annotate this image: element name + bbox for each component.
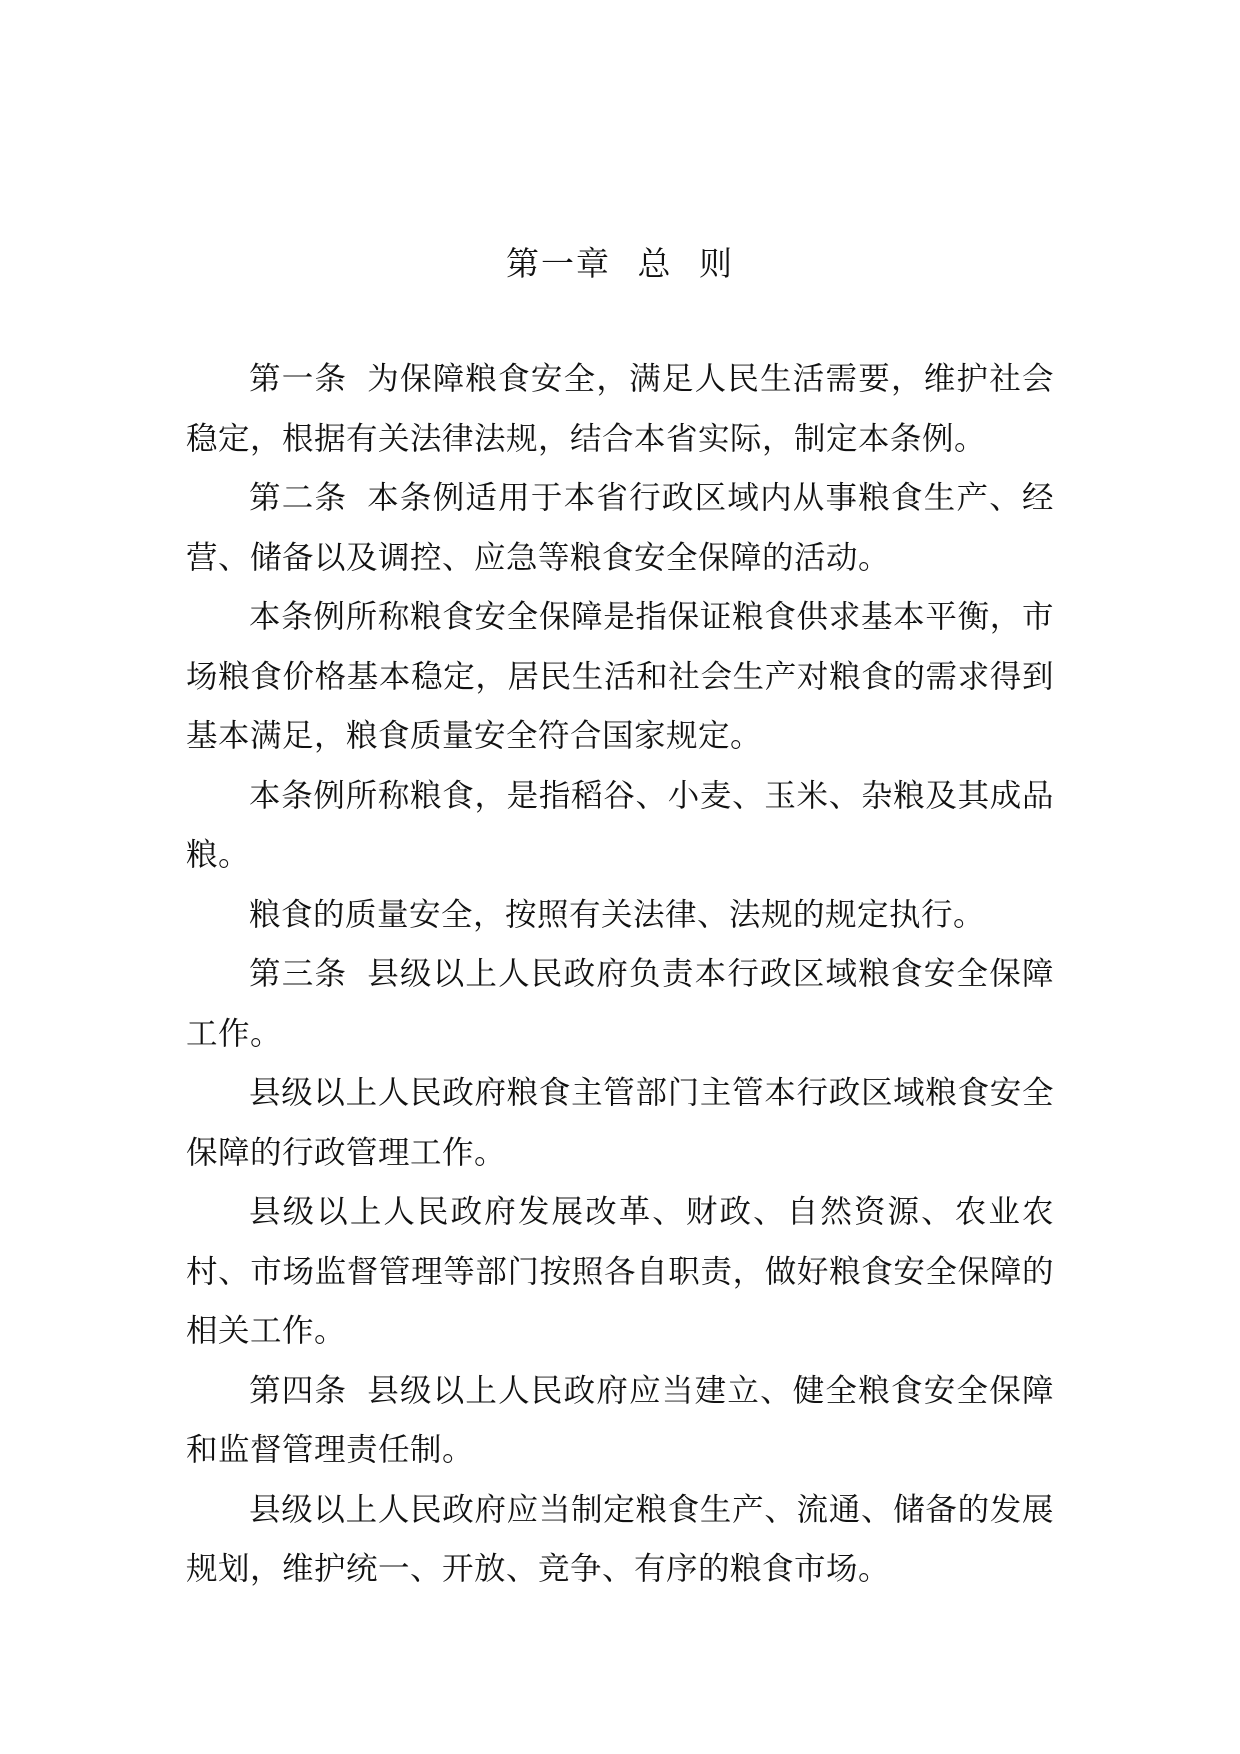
paragraph-text: 本条例所称粮食，是指稻谷、小麦、玉米、杂粮及其成品粮。 xyxy=(186,777,1054,873)
paragraph-article-1 xyxy=(186,350,1054,469)
paragraph-text: 县级以上人民政府应当制定粮食生产、流通、储备的发展规划，维护统一、开放、竞争、有序的粮食市场。 xyxy=(186,1491,1054,1587)
paragraph-text: 为保障粮食安全，满足人民生活需要，维护社会稳定，根据有关法律法规，结合本省实际，制定本条例。 xyxy=(186,361,1054,457)
paragraph xyxy=(186,767,1054,886)
article-number: 第三条 xyxy=(249,956,348,992)
paragraph xyxy=(186,1481,1054,1600)
article-number: 第四条 xyxy=(249,1372,348,1409)
paragraph xyxy=(186,1064,1054,1183)
document-body xyxy=(186,350,1054,1600)
paragraph-text: 县级以上人民政府粮食主管部门主管本行政区域粮食安全保障的行政管理工作。 xyxy=(186,1075,1054,1171)
paragraph-article-4 xyxy=(186,1362,1054,1481)
paragraph xyxy=(186,886,1054,946)
paragraph-article-2 xyxy=(186,469,1054,588)
chapter-title: 第一章 总 则 xyxy=(506,244,734,283)
paragraph-text: 县级以上人民政府发展改革、财政、自然资源、农业农村、市场监督管理等部门按照各自职责，做好粮食安全保障的相关工作。 xyxy=(186,1194,1054,1349)
paragraph-text: 县级以上人民政府应当建立、健全粮食安全保障和监督管理责任制。 xyxy=(186,1372,1054,1468)
article-number: 第一条 xyxy=(249,361,348,397)
paragraph-text: 粮食的质量安全，按照有关法律、法规的规定执行。 xyxy=(249,896,986,933)
paragraph xyxy=(186,588,1054,767)
paragraph xyxy=(186,1183,1054,1362)
paragraph-text: 本条例所称粮食安全保障是指保证粮食供求基本平衡，市场粮食价格基本稳定，居民生活和社会生产对粮食的需求得到基本满足，粮食质量安全符合国家规定。 xyxy=(186,599,1054,754)
paragraph-text: 本条例适用于本省行政区域内从事粮食生产、经营、储备以及调控、应急等粮食安全保障的活动。 xyxy=(186,480,1054,576)
paragraph-text: 县级以上人民政府负责本行政区域粮食安全保障工作。 xyxy=(186,956,1054,1052)
paragraph-article-3 xyxy=(186,945,1054,1064)
article-number: 第二条 xyxy=(249,480,348,516)
